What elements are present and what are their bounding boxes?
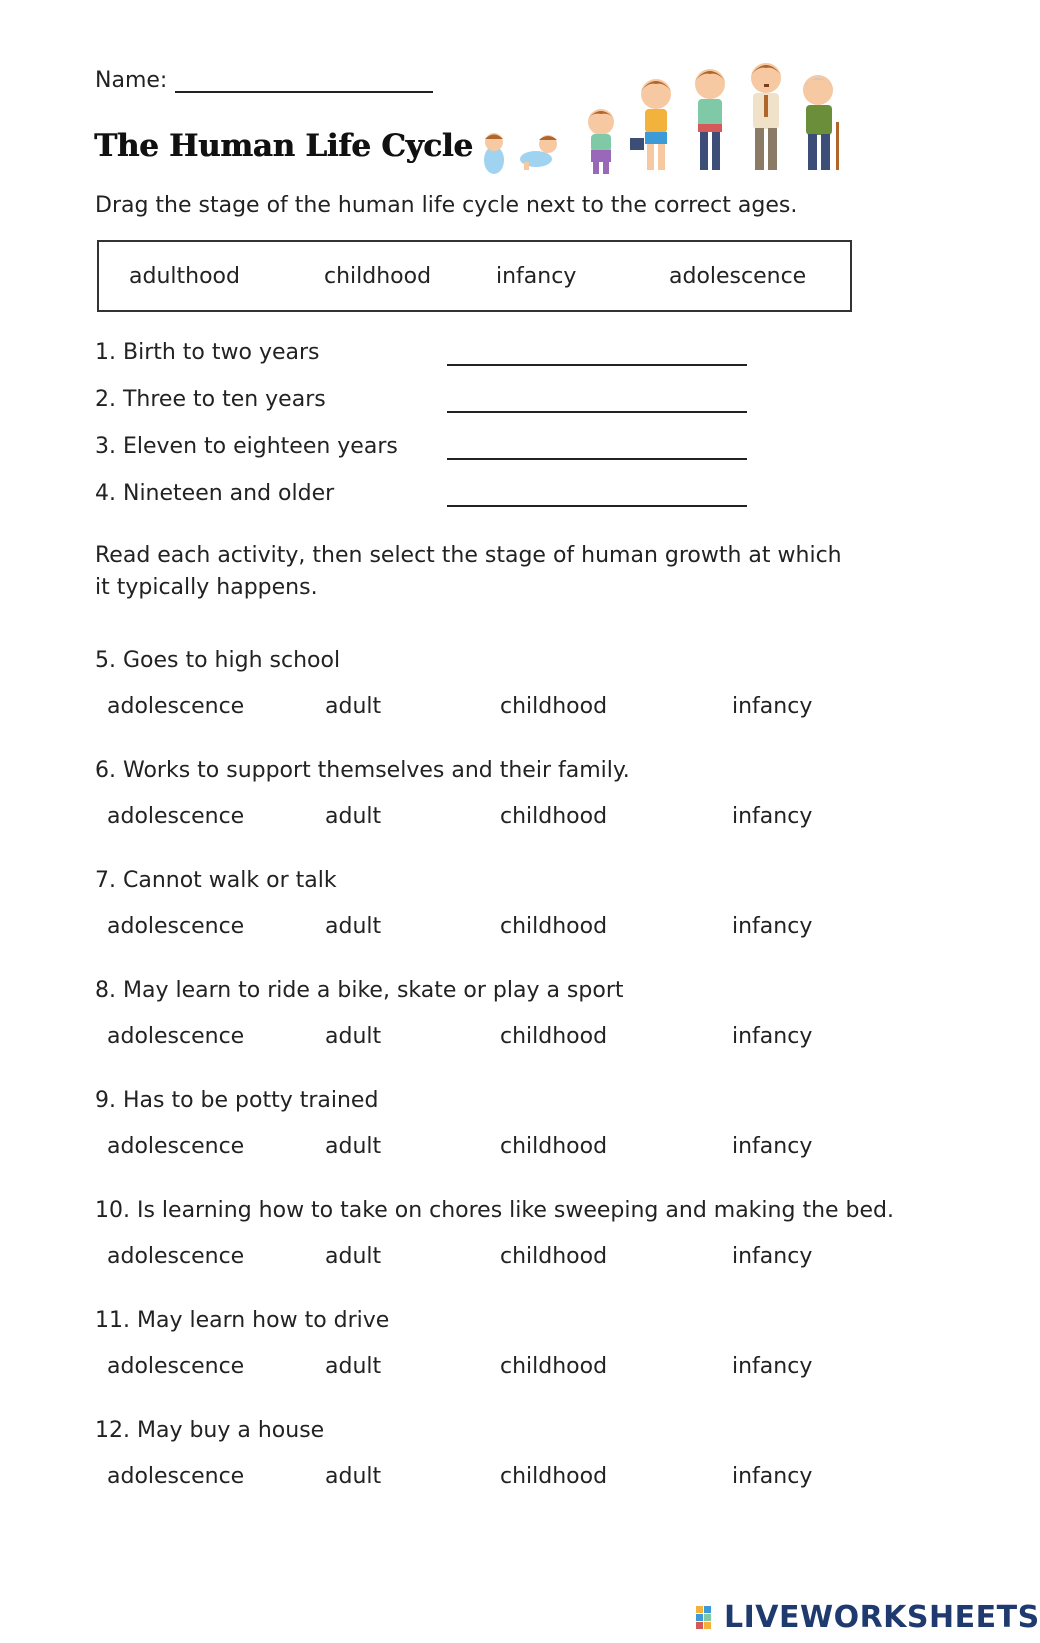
question-5-option-infancy[interactable]: infancy	[732, 694, 813, 719]
question-11-option-adolescence[interactable]: adolescence	[107, 1354, 245, 1379]
liveworksheets-logo-icon	[695, 1604, 721, 1630]
question-5-option-childhood[interactable]: childhood	[500, 694, 608, 719]
swaddled-baby-icon	[484, 133, 504, 174]
word-bank-item-infancy[interactable]: infancy	[496, 264, 577, 289]
word-bank-item-childhood[interactable]: childhood	[324, 264, 432, 289]
question-5: 5. Goes to high school	[95, 648, 341, 673]
question-8: 8. May learn to ride a bike, skate or play a sport	[95, 978, 624, 1003]
question-9: 9. Has to be potty trained	[95, 1088, 379, 1113]
match-row-1	[95, 340, 755, 370]
match-row-3	[95, 434, 755, 464]
question-5-option-adult[interactable]: adult	[325, 694, 382, 719]
toddler-icon	[587, 109, 615, 174]
match-row-2	[95, 387, 755, 417]
question-12-option-infancy[interactable]: infancy	[732, 1464, 813, 1489]
question-7-option-childhood[interactable]: childhood	[500, 914, 608, 939]
question-9-option-adult[interactable]: adult	[325, 1134, 382, 1159]
question-12-option-adolescence[interactable]: adolescence	[107, 1464, 245, 1489]
question-11-option-infancy[interactable]: infancy	[732, 1354, 813, 1379]
select-instruction: Read each activity, then select the stage of human growth at which it typically happens.	[95, 543, 842, 600]
logo-text: LIVEWORKSHEETS	[724, 1599, 1040, 1635]
question-9-option-childhood[interactable]: childhood	[500, 1134, 608, 1159]
word-bank	[97, 240, 852, 312]
question-6-option-adolescence[interactable]: adolescence	[107, 804, 245, 829]
name-field	[95, 68, 433, 93]
word-bank-item-adolescence[interactable]: adolescence	[669, 264, 807, 289]
question-9-option-infancy[interactable]: infancy	[732, 1134, 813, 1159]
question-10-option-infancy[interactable]: infancy	[732, 1244, 813, 1269]
question-6-option-childhood[interactable]: childhood	[500, 804, 608, 829]
question-11-option-adult[interactable]: adult	[325, 1354, 382, 1379]
name-label: Name:	[95, 68, 168, 93]
teen-icon	[694, 69, 726, 170]
match-label: 3. Eleven to eighteen years	[95, 434, 398, 459]
question-5-option-adolescence[interactable]: adolescence	[107, 694, 245, 719]
question-6-option-adult[interactable]: adult	[325, 804, 382, 829]
question-8-option-adult[interactable]: adult	[325, 1024, 382, 1049]
question-10-option-adolescence[interactable]: adolescence	[107, 1244, 245, 1269]
life-cycle-figures-icon	[488, 62, 888, 180]
question-8-option-adolescence[interactable]: adolescence	[107, 1024, 245, 1049]
match-row-4	[95, 481, 755, 511]
word-bank-item-adulthood[interactable]: adulthood	[129, 264, 240, 289]
drag-instruction: Drag the stage of the human life cycle next to the correct ages.	[95, 193, 798, 218]
name-blank-line	[175, 71, 433, 93]
question-8-option-infancy[interactable]: infancy	[732, 1024, 813, 1049]
page-title: The Human Life Cycle	[94, 128, 473, 164]
question-12-option-childhood[interactable]: childhood	[500, 1464, 608, 1489]
question-7-option-adolescence[interactable]: adolescence	[107, 914, 245, 939]
question-9-option-adolescence[interactable]: adolescence	[107, 1134, 245, 1159]
liveworksheets-logo	[695, 1600, 1040, 1634]
question-12-option-adult[interactable]: adult	[325, 1464, 382, 1489]
match-label: 2. Three to ten years	[95, 387, 326, 412]
question-10-option-adult[interactable]: adult	[325, 1244, 382, 1269]
question-7-option-adult[interactable]: adult	[325, 914, 382, 939]
question-11: 11. May learn how to drive	[95, 1308, 390, 1333]
question-10-option-childhood[interactable]: childhood	[500, 1244, 608, 1269]
child-icon	[630, 79, 672, 170]
elderly-icon	[802, 75, 839, 170]
question-10: 10. Is learning how to take on chores like sweeping and making the bed.	[95, 1198, 894, 1223]
question-7: 7. Cannot walk or talk	[95, 868, 337, 893]
question-6: 6. Works to support themselves and their family.	[95, 758, 630, 783]
match-label: 4. Nineteen and older	[95, 481, 335, 506]
answer-drop-zone-1[interactable]	[447, 364, 747, 366]
answer-drop-zone-3[interactable]	[447, 458, 747, 460]
adult-icon	[750, 63, 782, 170]
answer-drop-zone-2[interactable]	[447, 411, 747, 413]
question-7-option-infancy[interactable]: infancy	[732, 914, 813, 939]
match-label: 1. Birth to two years	[95, 340, 320, 365]
question-11-option-childhood[interactable]: childhood	[500, 1354, 608, 1379]
question-12: 12. May buy a house	[95, 1418, 325, 1443]
crawling-baby-icon	[520, 135, 557, 170]
question-6-option-infancy[interactable]: infancy	[732, 804, 813, 829]
question-8-option-childhood[interactable]: childhood	[500, 1024, 608, 1049]
answer-drop-zone-4[interactable]	[447, 505, 747, 507]
